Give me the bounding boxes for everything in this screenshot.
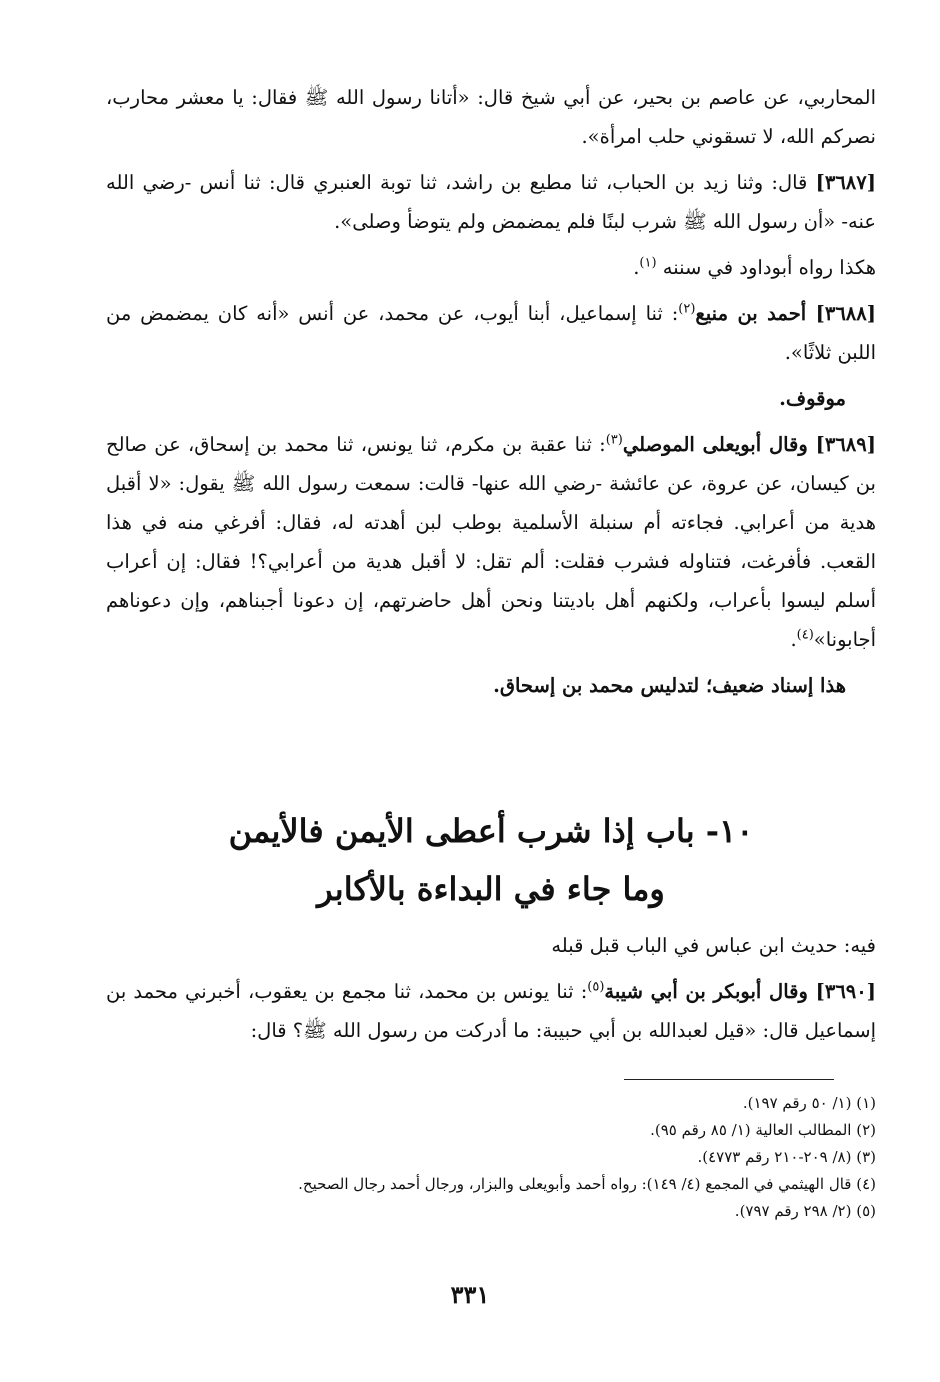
chapter-intro xyxy=(106,926,876,965)
footnote-ref[interactable]: (٢) xyxy=(678,301,696,317)
hadith-text: قال: وثنا زيد بن الحباب، ثنا مطيع بن راشد، ثنا توبة العنبري قال: ثنا أنس -رضي الله عنه- «أن رسول الله ﷺ شرب لبنًا فلم يمضمض ولم يتوضأ وصلى». xyxy=(106,171,876,233)
hadith-3688 xyxy=(106,294,876,372)
chapter-heading xyxy=(106,802,876,918)
page-number: ٣٣١ xyxy=(450,1280,490,1309)
hadith-3690 xyxy=(106,972,876,1050)
footnote-ref[interactable]: (٥) xyxy=(587,979,605,995)
hadith-text: : ثنا عقبة بن مكرم، ثنا يونس، ثنا محمد بن إسحاق، عن صالح بن كيسان، عن عروة، عن عائشة -رضي الله عنها- قالت: سمعت رسول الله ﷺ يقول: «لا أقبل هدية من أعرابي. فجاءته أم سنبلة الأسلمية بوطب لبن أهدته له، فقال: أفرغي منه في هذا القعب. فأفرغت، فتناوله فشرب فقلت: ألم تقل: لا أقبل هدية من أعرابي؟! فقال: إن أعراب أسلم ليسوا بأعراب، ولكنهم أهل باديتنا ونحن أهل حاضرتهم، إن دعونا أجبناهم، وإن دعوناهم أجابونا» xyxy=(106,433,876,651)
narrator-name: وقال أبوبكر بن أبي شيبة xyxy=(604,980,816,1003)
grading-text: موقوف. xyxy=(779,387,846,410)
grading-text: هذا إسناد ضعيف؛ لتدليس محمد بن إسحاق. xyxy=(493,674,846,697)
narrator-name: أحمد بن منيع xyxy=(695,302,816,325)
hadith-number: [٣٦٩٠] xyxy=(815,980,876,1003)
grading-note xyxy=(106,666,876,705)
punctuation: . xyxy=(633,256,640,279)
footnote-4: (٤) قال الهيثمي في المجمع (٤/ ١٤٩): رواه أحمد وأبويعلى والبزار، ورجال أحمد رجال الصحيح. xyxy=(298,1175,876,1193)
narrator-name: وقال أبويعلى الموصلي xyxy=(622,433,816,456)
paragraph-3 xyxy=(106,248,876,287)
footnote-ref[interactable]: (٤) xyxy=(796,627,814,643)
footnote-3: (٣) (٨/ ٢٠٩-٢١٠ رقم ٤٧٧٣). xyxy=(697,1148,876,1166)
paragraph-text: هكذا رواه أبوداود في سننه xyxy=(662,256,876,279)
hadith-number: [٣٦٨٧] xyxy=(815,171,876,194)
paragraph-text: المحاربي، عن عاصم بن بحير، عن أبي شيخ قال: «أتانا رسول الله ﷺ فقال: يا معشر محارب، نصركم الله، لا تسقوني حلب امرأة». xyxy=(106,86,876,148)
footnote-ref[interactable]: (٣) xyxy=(605,432,623,448)
punctuation: . xyxy=(790,628,797,651)
footnotes xyxy=(106,1090,876,1225)
footnote-ref[interactable]: (١) xyxy=(639,255,657,271)
grading-note xyxy=(106,379,876,418)
hadith-text: : ثنا إسماعيل، أبنا أيوب، عن محمد، عن أنس «أنه كان يمضمض من اللبن ثلاثًا». xyxy=(106,302,876,364)
chapter-text xyxy=(106,926,876,1057)
footnote-5: (٥) (٢/ ٢٩٨ رقم ٧٩٧). xyxy=(734,1202,876,1220)
chapter-title-line-1: ١٠- باب إذا شرب أعطى الأيمن فالأيمن xyxy=(228,812,754,850)
footnote-2: (٢) المطالب العالية (١/ ٨٥ رقم ٩٥). xyxy=(650,1121,876,1139)
chapter-title-line-2: وما جاء في البداءة بالأكابر xyxy=(317,870,665,908)
hadith-number: [٣٦٨٨] xyxy=(815,302,876,325)
hadith-number: [٣٦٨٩] xyxy=(815,433,876,456)
main-text xyxy=(106,78,876,712)
hadith-text: : ثنا يونس بن محمد، ثنا مجمع بن يعقوب، أخبرني محمد بن إسماعيل قال: «قيل لعبدالله بن أبي حبيبة: ما أدركت من رسول الله ﷺ؟ قال: xyxy=(106,980,876,1042)
paragraph-1 xyxy=(106,78,876,156)
footnote-divider xyxy=(624,1079,834,1080)
hadith-3687 xyxy=(106,163,876,241)
hadith-3689 xyxy=(106,425,876,659)
footnote-1: (١) (١/ ٥٠ رقم ١٩٧). xyxy=(742,1094,876,1112)
paragraph-text: فيه: حديث ابن عباس في الباب قبل قبله xyxy=(551,934,876,957)
